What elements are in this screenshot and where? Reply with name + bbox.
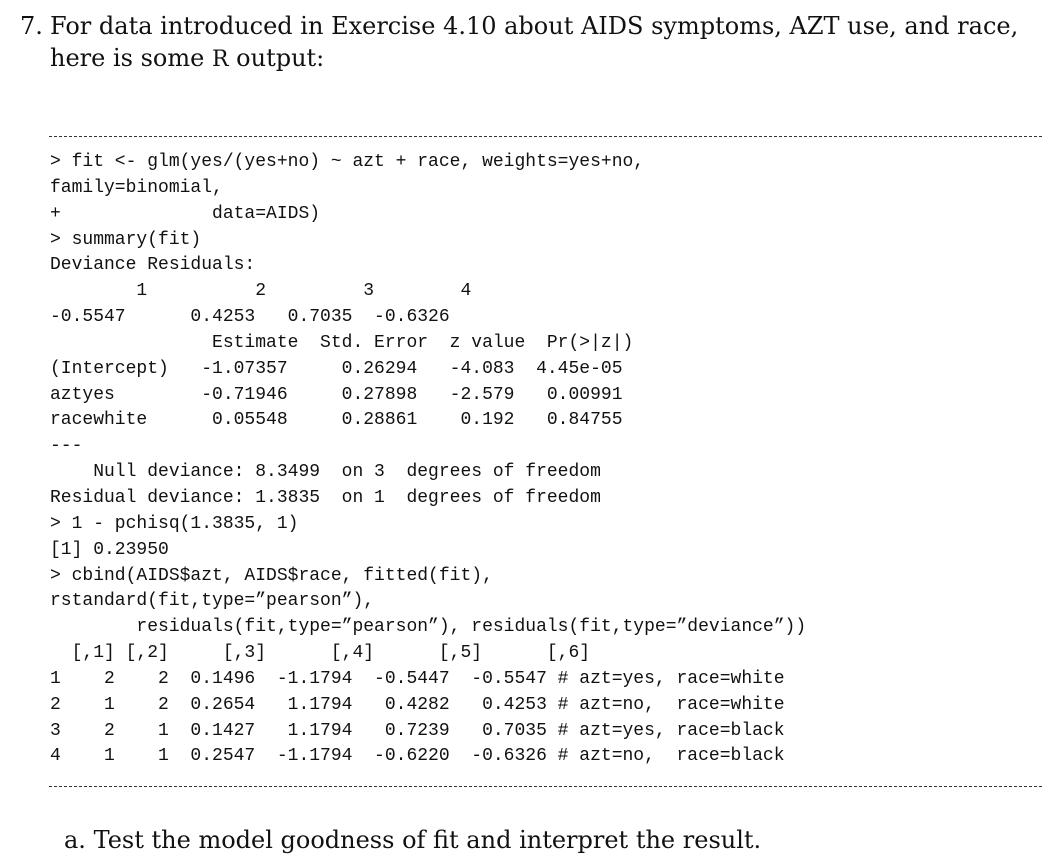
console-line: 1 2 3 4 (50, 281, 472, 302)
dashed-divider-top (49, 136, 1042, 137)
console-line: racewhite 0.05548 0.28861 0.192 0.84755 (50, 410, 623, 431)
dashed-divider-bottom (49, 786, 1042, 787)
console-line: rstandard(fit,type=”pearson”), (50, 591, 375, 612)
console-line: 2 1 2 0.2654 1.1794 0.4282 0.4253 # azt=no, race=white (50, 694, 785, 715)
console-line: (Intercept) -1.07357 0.26294 -4.083 4.45e-05 (50, 358, 623, 379)
console-line: > 1 - pchisq(1.3835, 1) (50, 513, 299, 534)
problem-text (50, 10, 1030, 76)
console-line: 3 2 1 0.1427 1.1794 0.7239 0.7035 # azt=yes, race=black (50, 720, 785, 741)
console-line: Residual deviance: 1.3835 on 1 degrees of freedom (50, 487, 601, 508)
console-line: family=binomial, (50, 177, 223, 198)
console-line: aztyes -0.71946 0.27898 -2.579 0.00991 (50, 384, 623, 405)
problem-text-line-2 (50, 42, 1030, 76)
question-part-a: a. Test the model goodness of fit and interpret the result. (64, 826, 762, 854)
console-line: Estimate Std. Error z value Pr(>|z|) (50, 332, 634, 353)
console-line: -0.5547 0.4253 0.7035 -0.6326 (50, 307, 450, 328)
problem-number: 7. (20, 12, 43, 40)
console-line: [,1] [,2] [,3] [,4] [,5] [,6] (50, 643, 591, 664)
console-line: > cbind(AIDS$azt, AIDS$race, fitted(fit), (50, 565, 493, 586)
problem-text-pre: here is some (50, 44, 212, 72)
console-line: --- (50, 436, 83, 457)
console-line: [1] 0.23950 (50, 539, 169, 560)
console-line: Null deviance: 8.3499 on 3 degrees of freedom (50, 462, 601, 483)
console-line: residuals(fit,type=”pearson”), residuals(fit,type=”deviance”)) (50, 617, 807, 638)
console-line: 4 1 1 0.2547 -1.1794 -0.6220 -0.6326 # azt=no, race=black (50, 746, 785, 767)
console-line: > fit <- glm(yes/(yes+no) ~ azt + race, weights=yes+no, (50, 152, 645, 172)
console-line: Deviance Residuals: (50, 255, 256, 276)
problem-text-post: output: (228, 44, 325, 72)
software-name: R (211, 47, 229, 72)
problem-statement (20, 10, 1030, 76)
console-line: + data=AIDS) (50, 203, 321, 224)
r-console-output (50, 150, 1040, 770)
console-line: > summary(fit) (50, 229, 202, 250)
problem-text-line-1: For data introduced in Exercise 4.10 about AIDS symptoms, AZT use, and race, (50, 12, 1019, 40)
console-line: 1 2 2 0.1496 -1.1794 -0.5447 -0.5547 # azt=yes, race=white (50, 668, 785, 689)
